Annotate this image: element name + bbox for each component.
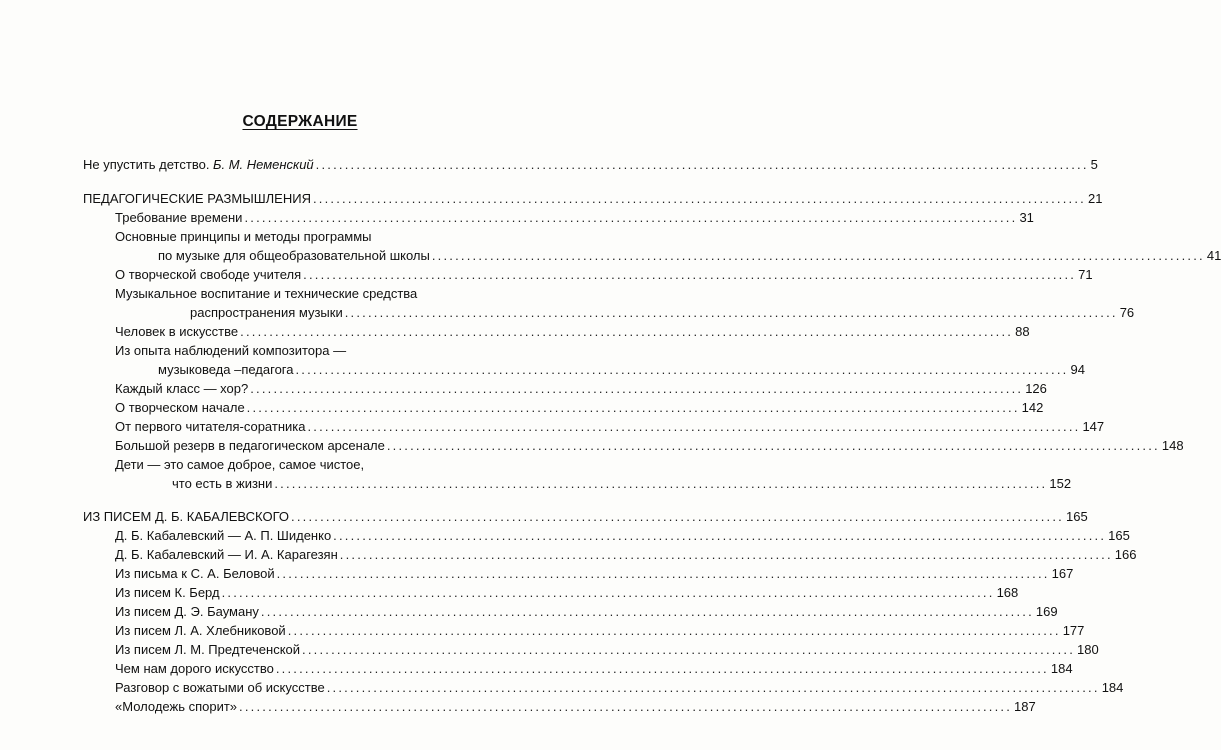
entry-label: «Молодежь спорит» bbox=[115, 699, 238, 714]
dot-leader: ..................................................................................................................................... bbox=[221, 585, 995, 600]
dot-leader: ..................................................................................................................................... bbox=[239, 699, 1013, 714]
entry-label-line: Музыкальное воспитание и технические средства bbox=[115, 286, 418, 301]
page-number: 168 bbox=[996, 585, 1019, 600]
dot-leader: ..................................................................................................................................... bbox=[291, 509, 1064, 524]
page-number: 31 bbox=[1019, 210, 1034, 225]
dot-leader: ..................................................................................................................................... bbox=[333, 528, 1107, 543]
entry-label: Д. Б. Кабалевский — И. А. Карагезян bbox=[115, 547, 338, 562]
toc-entry bbox=[115, 267, 1093, 283]
dot-leader: ..................................................................................................................................... bbox=[312, 191, 1086, 206]
entry-label: Не упустить детство. bbox=[83, 157, 214, 172]
toc-entry bbox=[115, 324, 1030, 340]
page-number: 76 bbox=[1119, 305, 1135, 320]
dot-leader: ..................................................................................................................................... bbox=[246, 400, 1020, 415]
toc-entry bbox=[172, 476, 1072, 492]
toc-entry bbox=[115, 419, 1105, 435]
section-heading-label: ПЕДАГОГИЧЕСКИЕ РАЗМЫШЛЕНИЯ bbox=[83, 191, 311, 206]
dot-leader: ..................................................................................................................................... bbox=[431, 248, 1205, 263]
toc-entry bbox=[115, 566, 1074, 582]
entry-label: распространения музыки bbox=[190, 305, 343, 320]
entry-label: Чем нам дорого искусство bbox=[115, 661, 274, 676]
dot-leader: ..................................................................................................................................... bbox=[326, 680, 1100, 695]
toc-entry bbox=[115, 400, 1044, 416]
entry-label: Из письма к С. А. Беловой bbox=[115, 566, 275, 581]
page-number: 177 bbox=[1062, 623, 1085, 638]
entry-label: Каждый класс — хор? bbox=[115, 381, 249, 396]
toc-entry-intro bbox=[83, 157, 1098, 173]
dot-leader: ..................................................................................................................................... bbox=[302, 642, 1076, 657]
entry-label-line: Дети — это самое доброе, самое чистое, bbox=[115, 457, 365, 472]
entry-label: О творческой свободе учителя bbox=[115, 267, 302, 282]
dot-leader: ..................................................................................................................................... bbox=[244, 210, 1018, 225]
toc-entry bbox=[115, 661, 1073, 677]
toc-entry bbox=[115, 547, 1137, 563]
entry-label: От первого читателя-соратника bbox=[115, 419, 306, 434]
entry-label: О творческом начале bbox=[115, 400, 245, 415]
page-number: 126 bbox=[1025, 381, 1047, 396]
entry-label: Из писем Л. М. Предтеченской bbox=[115, 642, 301, 657]
dot-leader: ..................................................................................................................................... bbox=[307, 419, 1081, 434]
entry-label: Из писем Д. Э. Бауману bbox=[115, 604, 259, 619]
page-number: 21 bbox=[1087, 191, 1103, 206]
dot-leader: ..................................................................................................................................... bbox=[303, 267, 1077, 282]
page-number: 184 bbox=[1050, 661, 1073, 676]
dot-leader: ..................................................................................................................................... bbox=[315, 157, 1089, 172]
toc-entry bbox=[115, 623, 1085, 639]
entry-label-line: Основные принципы и методы программы bbox=[115, 229, 372, 244]
page-number: 147 bbox=[1082, 419, 1105, 434]
toc-entry bbox=[158, 362, 1085, 378]
dot-leader: ..................................................................................................................................... bbox=[287, 623, 1061, 638]
toc-entry bbox=[115, 604, 1058, 620]
page-number: 169 bbox=[1035, 604, 1058, 619]
entry-label: Д. Б. Кабалевский — А. П. Шиденко bbox=[115, 528, 332, 543]
page-number: 180 bbox=[1077, 642, 1099, 657]
dot-leader: ..................................................................................................................................... bbox=[344, 305, 1118, 320]
toc-entry bbox=[190, 305, 1135, 321]
section-heading bbox=[83, 509, 1088, 525]
entry-label: по музыке для общеобразовательной школы bbox=[158, 248, 430, 263]
entry-author: Б. М. Неменский bbox=[213, 157, 314, 172]
page-title: СОДЕРЖАНИЕ bbox=[242, 113, 358, 130]
toc-entry bbox=[115, 585, 1019, 601]
toc-entry bbox=[115, 528, 1130, 544]
page-number: 142 bbox=[1021, 400, 1044, 415]
dot-leader: ..................................................................................................................................... bbox=[339, 547, 1113, 562]
page-number: 152 bbox=[1049, 476, 1072, 491]
page-number: 166 bbox=[1114, 547, 1137, 562]
section-heading-label: ИЗ ПИСЕМ Д. Б. КАБАЛЕВСКОГО bbox=[83, 509, 290, 524]
entry-label-line: Из опыта наблюдений композитора — bbox=[115, 343, 347, 358]
page-number: 94 bbox=[1070, 362, 1085, 377]
page-number: 165 bbox=[1108, 528, 1130, 543]
page-number: 167 bbox=[1051, 566, 1074, 581]
dot-leader: ..................................................................................................................................... bbox=[260, 604, 1034, 619]
section-heading bbox=[83, 191, 1103, 207]
dot-leader: ..................................................................................................................................... bbox=[275, 661, 1049, 676]
toc-entry bbox=[115, 642, 1099, 658]
page-number: 41 bbox=[1206, 248, 1221, 263]
toc-entry bbox=[158, 248, 1221, 264]
entry-label: Из писем К. Берд bbox=[115, 585, 220, 600]
page-number: 148 bbox=[1161, 438, 1184, 453]
entry-label: музыковеда –педагога bbox=[158, 362, 294, 377]
dot-leader: ..................................................................................................................................... bbox=[250, 381, 1024, 396]
toc-entry bbox=[115, 680, 1124, 696]
page-number: 5 bbox=[1090, 157, 1098, 172]
dot-leader: ..................................................................................................................................... bbox=[276, 566, 1050, 581]
page-number: 165 bbox=[1066, 509, 1088, 524]
page-number: 187 bbox=[1014, 699, 1036, 714]
dot-leader: ..................................................................................................................................... bbox=[274, 476, 1048, 491]
toc-entry bbox=[115, 699, 1036, 715]
page-number: 88 bbox=[1015, 324, 1030, 339]
toc-entry bbox=[115, 210, 1034, 226]
toc-entry bbox=[115, 381, 1047, 397]
entry-label: что есть в жизни bbox=[172, 476, 273, 491]
entry-label: Разговор с вожатыми об искусстве bbox=[115, 680, 325, 695]
page-number: 71 bbox=[1078, 267, 1093, 282]
dot-leader: ..................................................................................................................................... bbox=[386, 438, 1160, 453]
entry-label: Из писем Л. А. Хлебниковой bbox=[115, 623, 286, 638]
entry-label: Большой резерв в педагогическом арсенале bbox=[115, 438, 385, 453]
dot-leader: ..................................................................................................................................... bbox=[240, 324, 1014, 339]
entry-label: Требование времени bbox=[115, 210, 243, 225]
dot-leader: ..................................................................................................................................... bbox=[295, 362, 1069, 377]
entry-label: Человек в искусстве bbox=[115, 324, 239, 339]
page-number: 184 bbox=[1101, 680, 1124, 695]
toc-entry bbox=[115, 438, 1184, 454]
